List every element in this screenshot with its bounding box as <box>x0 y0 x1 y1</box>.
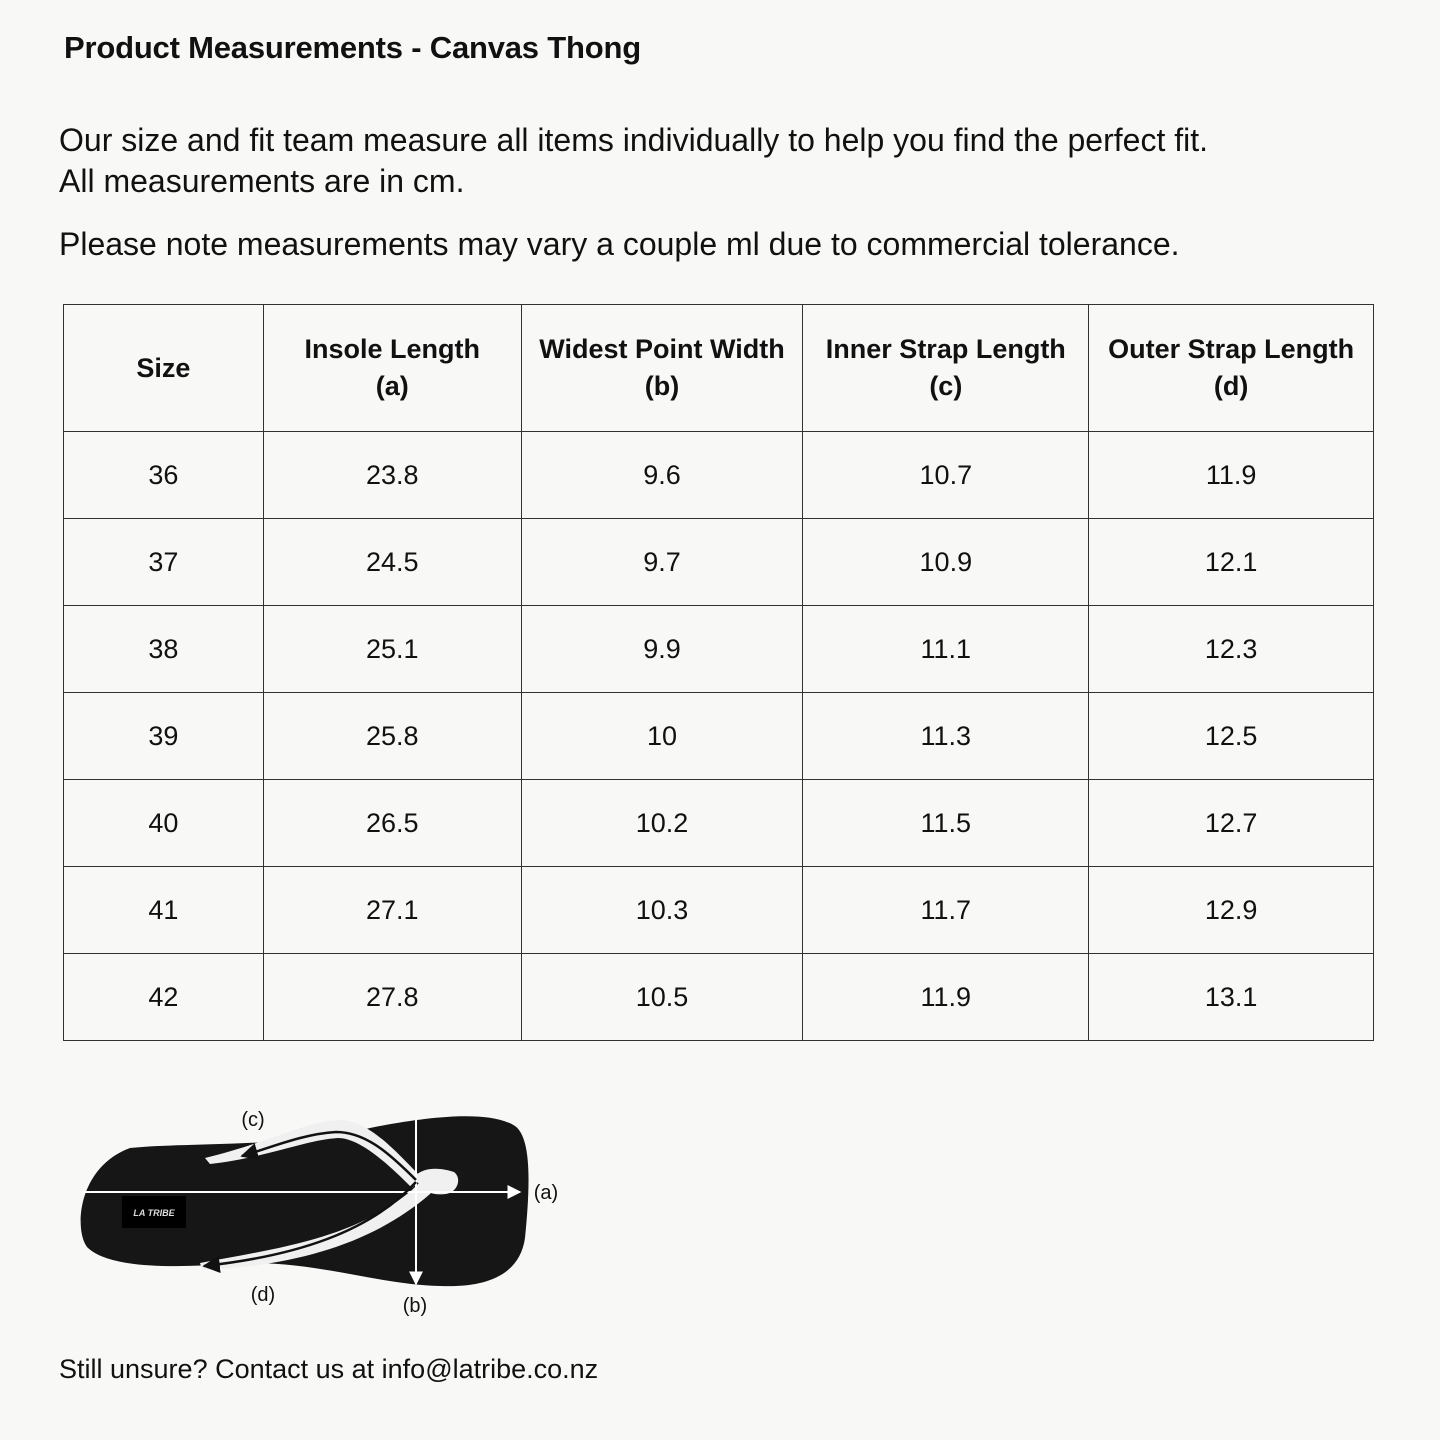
table-cell: 26.5 <box>263 780 521 867</box>
table-cell: 10.3 <box>521 867 803 954</box>
table-cell: 11.7 <box>803 867 1089 954</box>
table-cell: 12.3 <box>1089 606 1374 693</box>
table-cell: 40 <box>64 780 264 867</box>
table-cell: 10.7 <box>803 432 1089 519</box>
table-cell: 11.3 <box>803 693 1089 780</box>
header-outer-strap-length: Outer Strap Length (d) <box>1089 305 1374 432</box>
table-cell: 12.9 <box>1089 867 1374 954</box>
table-row <box>64 432 1374 519</box>
table-cell: 23.8 <box>263 432 521 519</box>
contact-footer: Still unsure? Contact us at info@latribe.co.nz <box>59 1354 599 1384</box>
table-row <box>64 867 1374 954</box>
page-title: Product Measurements - Canvas Thong <box>64 30 641 65</box>
table-cell: 10.5 <box>521 954 803 1041</box>
table-cell: 10 <box>521 693 803 780</box>
brand-label: LA TRIBE <box>133 1208 175 1218</box>
table-cell: 27.1 <box>263 867 521 954</box>
table-row <box>64 693 1374 780</box>
intro-line-2: All measurements are in cm. <box>59 163 465 199</box>
table-row <box>64 780 1374 867</box>
header-widest-point-width: Widest Point Width (b) <box>521 305 803 432</box>
header-inner-strap-length: Inner Strap Length (c) <box>803 305 1089 432</box>
tolerance-note: Please note measurements may vary a couple ml due to commercial tolerance. <box>59 226 1180 262</box>
thong-measurement-diagram <box>70 1098 590 1328</box>
table-cell: 27.8 <box>263 954 521 1041</box>
table-cell: 25.8 <box>263 693 521 780</box>
label-c: (c) <box>241 1109 265 1131</box>
intro-text <box>59 120 1208 202</box>
table-cell: 11.9 <box>1089 432 1374 519</box>
table-cell: 13.1 <box>1089 954 1374 1041</box>
table-header-row <box>64 305 1374 432</box>
table-cell: 9.7 <box>521 519 803 606</box>
table-row <box>64 954 1374 1041</box>
label-a: (a) <box>533 1182 559 1204</box>
table-cell: 12.1 <box>1089 519 1374 606</box>
table-cell: 12.7 <box>1089 780 1374 867</box>
table-cell: 11.1 <box>803 606 1089 693</box>
table-cell: 9.6 <box>521 432 803 519</box>
label-d: (d) <box>250 1284 276 1306</box>
table-cell: 10.2 <box>521 780 803 867</box>
header-insole-length: Insole Length (a) <box>263 305 521 432</box>
header-size: Size <box>64 305 264 432</box>
table-cell: 25.1 <box>263 606 521 693</box>
table-cell: 41 <box>64 867 264 954</box>
table-cell: 9.9 <box>521 606 803 693</box>
table-row <box>64 519 1374 606</box>
table-cell: 11.5 <box>803 780 1089 867</box>
label-b: (b) <box>402 1295 428 1317</box>
table-cell: 39 <box>64 693 264 780</box>
table-cell: 36 <box>64 432 264 519</box>
table-cell: 11.9 <box>803 954 1089 1041</box>
table-row <box>64 606 1374 693</box>
measurements-table <box>63 304 1374 1041</box>
table-cell: 37 <box>64 519 264 606</box>
table-cell: 24.5 <box>263 519 521 606</box>
table-cell: 42 <box>64 954 264 1041</box>
table-cell: 12.5 <box>1089 693 1374 780</box>
table-cell: 10.9 <box>803 519 1089 606</box>
table-cell: 38 <box>64 606 264 693</box>
intro-line-1: Our size and fit team measure all items individually to help you find the perfect fit. <box>59 122 1208 158</box>
